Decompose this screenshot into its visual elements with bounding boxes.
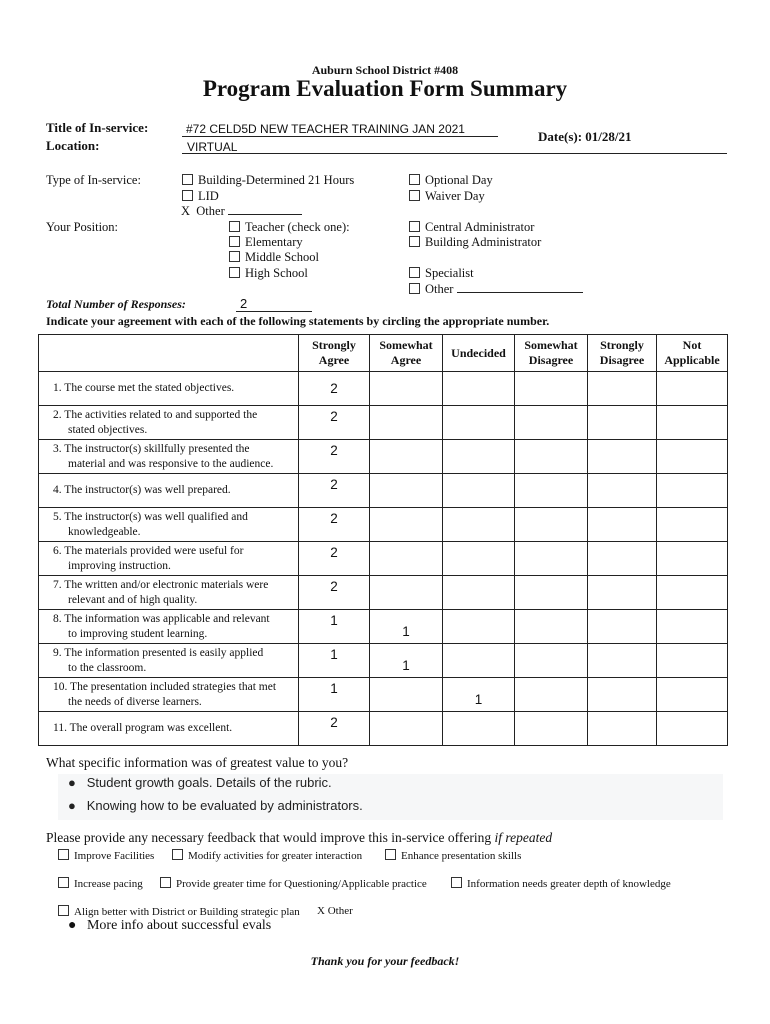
undecided-cell[interactable]	[443, 576, 515, 610]
checkbox-icon	[409, 174, 420, 185]
statement-cell: 5. The instructor(s) was well qualified and knowledgeable.	[39, 508, 299, 542]
strongly-disagree-cell[interactable]	[588, 474, 657, 508]
undecided-cell[interactable]: 1	[443, 678, 515, 712]
option-label: Optional Day	[425, 173, 493, 187]
feedback-option-facilities[interactable]	[58, 849, 154, 862]
not-applicable-cell[interactable]	[657, 610, 728, 644]
option-label: Increase pacing	[74, 878, 143, 890]
not-applicable-cell[interactable]	[657, 474, 728, 508]
option-label: Provide greater time for Questioning/Applicable practice	[176, 878, 427, 890]
checkbox-icon	[229, 267, 240, 278]
table-row	[39, 678, 728, 712]
somewhat-agree-cell[interactable]	[370, 440, 443, 474]
not-applicable-cell[interactable]	[657, 576, 728, 610]
option-label: Enhance presentation skills	[401, 850, 522, 862]
statement-header	[39, 335, 299, 372]
position-label: Your Position:	[46, 220, 119, 234]
somewhat-disagree-cell[interactable]	[515, 610, 588, 644]
option-label: Middle School	[245, 250, 319, 264]
not-applicable-cell[interactable]	[657, 508, 728, 542]
checkbox-icon	[58, 877, 69, 888]
rating-table	[38, 334, 728, 746]
bullet-icon: ●	[68, 918, 77, 933]
somewhat-disagree-cell[interactable]	[515, 644, 588, 678]
option-label: Building-Determined 21 Hours	[198, 173, 355, 187]
strongly-disagree-cell[interactable]	[588, 406, 657, 440]
position-building-admin[interactable]	[409, 235, 541, 250]
somewhat-disagree-cell[interactable]	[515, 678, 588, 712]
header-strongly-agree: Strongly Agree	[299, 335, 370, 372]
checkbox-icon	[385, 849, 396, 860]
not-applicable-cell[interactable]	[657, 644, 728, 678]
strongly-disagree-cell[interactable]	[588, 712, 657, 746]
bullet-icon: ●	[68, 798, 76, 813]
option-label: Teacher (check one):	[245, 220, 350, 234]
somewhat-disagree-cell[interactable]	[515, 542, 588, 576]
somewhat-agree-cell[interactable]	[370, 542, 443, 576]
statement-cell: 6. The materials provided were useful for improving instruction.	[39, 542, 299, 576]
date-label: Date(s):	[538, 129, 583, 144]
date-field[interactable]	[538, 129, 632, 145]
option-label: Information needs greater depth of knowledge	[467, 878, 671, 890]
undecided-cell[interactable]	[443, 508, 515, 542]
strongly-disagree-cell[interactable]	[588, 644, 657, 678]
title-value[interactable]: #72 CELD5D NEW TEACHER TRAINING JAN 2021	[186, 122, 465, 136]
not-applicable-cell[interactable]	[657, 542, 728, 576]
somewhat-disagree-cell[interactable]	[515, 406, 588, 440]
feedback-option-other[interactable]	[317, 905, 353, 917]
undecided-cell[interactable]	[443, 712, 515, 746]
not-applicable-cell[interactable]	[657, 678, 728, 712]
strongly-agree-cell[interactable]: 2	[299, 508, 370, 542]
somewhat-agree-cell[interactable]	[370, 576, 443, 610]
statement-cell: 2. The activities related to and supported the stated objectives.	[39, 406, 299, 440]
option-label: Align better with District or Building strategic plan	[74, 906, 300, 918]
somewhat-agree-cell[interactable]	[370, 712, 443, 746]
somewhat-disagree-cell[interactable]	[515, 508, 588, 542]
table-row	[39, 440, 728, 474]
thank-you-note: Thank you for your feedback!	[310, 954, 460, 968]
strongly-disagree-cell[interactable]	[588, 678, 657, 712]
value-question: What specific information was of greatest value to you?	[46, 755, 349, 770]
checkbox-icon	[409, 190, 420, 201]
header-strongly-disagree: Strongly Disagree	[588, 335, 657, 372]
somewhat-agree-cell[interactable]: 1	[370, 644, 443, 678]
type-option-lid[interactable]	[182, 189, 219, 204]
table-header-row	[39, 335, 728, 372]
strongly-agree-cell[interactable]: 2	[299, 440, 370, 474]
page-title: Program Evaluation Form Summary	[202, 76, 568, 101]
checked-mark-icon: X	[317, 905, 325, 917]
type-label: Type of In-service:	[46, 173, 141, 187]
somewhat-agree-cell[interactable]	[370, 406, 443, 440]
value-answer-item: ● Student growth goals. Details of the rubric.	[68, 775, 332, 790]
table-row	[39, 576, 728, 610]
header-undecided: Undecided	[443, 335, 515, 372]
position-teacher[interactable]	[229, 220, 350, 235]
strongly-agree-cell[interactable]: 1	[299, 644, 370, 678]
undecided-cell[interactable]	[443, 474, 515, 508]
option-label: Other	[196, 204, 225, 218]
checkbox-icon	[58, 905, 69, 916]
strongly-disagree-cell[interactable]	[588, 610, 657, 644]
feedback-option-align[interactable]	[58, 905, 300, 918]
somewhat-agree-cell[interactable]	[370, 508, 443, 542]
option-label: Other	[327, 905, 353, 917]
feedback-option-questioning[interactable]	[160, 877, 427, 890]
checkbox-icon	[409, 221, 420, 232]
type-option-other[interactable]	[181, 204, 302, 219]
statement-cell: 7. The written and/or electronic materials were relevant and of high quality.	[39, 576, 299, 610]
responses-label: Total Number of Responses:	[46, 297, 186, 311]
feedback-option-presentation[interactable]	[385, 849, 521, 862]
option-label: LID	[198, 189, 219, 203]
somewhat-disagree-cell[interactable]	[515, 372, 588, 406]
not-applicable-cell[interactable]	[657, 372, 728, 406]
option-label: High School	[245, 266, 308, 280]
statement-cell: 4. The instructor(s) was well prepared.	[39, 474, 299, 508]
table-row	[39, 406, 728, 440]
feedback-option-pacing[interactable]	[58, 877, 143, 890]
statement-cell: 8. The information was applicable and relevant to improving student learning.	[39, 610, 299, 644]
type-option-waiver[interactable]	[409, 189, 485, 204]
statement-cell: 11. The overall program was excellent.	[39, 712, 299, 746]
somewhat-agree-cell[interactable]	[370, 678, 443, 712]
type-option-optional[interactable]	[409, 173, 493, 188]
position-other[interactable]	[409, 282, 583, 297]
strongly-disagree-cell[interactable]	[588, 576, 657, 610]
bullet-icon: ●	[68, 775, 76, 790]
undecided-cell[interactable]	[443, 610, 515, 644]
position-elementary[interactable]	[229, 235, 303, 250]
table-row	[39, 542, 728, 576]
position-high[interactable]	[229, 266, 308, 281]
checkbox-icon	[172, 849, 183, 860]
option-label: Modify activities for greater interaction	[188, 850, 363, 862]
strongly-disagree-cell[interactable]	[588, 440, 657, 474]
strongly-agree-cell[interactable]: 1	[299, 610, 370, 644]
other-blank[interactable]	[457, 292, 583, 293]
type-option-building[interactable]	[182, 173, 354, 188]
feedback-question: Please provide any necessary feedback that would improve this in-service offering if repeated	[46, 830, 553, 845]
checked-mark-icon: X	[181, 204, 191, 218]
not-applicable-cell[interactable]	[657, 712, 728, 746]
strongly-disagree-cell[interactable]	[588, 542, 657, 576]
checkbox-icon	[229, 251, 240, 262]
option-label: Improve Facilities	[74, 850, 155, 862]
somewhat-disagree-cell[interactable]	[515, 440, 588, 474]
option-label: Central Administrator	[425, 220, 535, 234]
checkbox-icon	[451, 877, 462, 888]
undecided-cell[interactable]	[443, 372, 515, 406]
district-name: Auburn School District #408	[311, 63, 459, 77]
position-central[interactable]	[409, 220, 534, 235]
feedback-option-interaction[interactable]	[172, 849, 362, 862]
table-row	[39, 644, 728, 678]
undecided-cell[interactable]	[443, 440, 515, 474]
responses-value[interactable]: 2	[236, 296, 312, 312]
somewhat-agree-cell[interactable]	[370, 474, 443, 508]
strongly-agree-cell[interactable]: 2	[299, 576, 370, 610]
title-label: Title of In-service:	[46, 120, 149, 135]
feedback-option-depth[interactable]	[451, 877, 671, 890]
statement-cell: 10. The presentation included strategies that met the needs of diverse learners.	[39, 678, 299, 712]
somewhat-agree-cell[interactable]: 1	[370, 610, 443, 644]
option-label: Elementary	[245, 235, 303, 249]
strongly-agree-cell[interactable]: 2	[299, 474, 370, 508]
header-somewhat-disagree: Somewhat Disagree	[515, 335, 588, 372]
agreement-instructions: Indicate your agreement with each of the following statements by circling the appropriate number.	[46, 314, 550, 328]
option-label: Specialist	[425, 266, 474, 280]
feedback-answer: ● More info about successful evals	[68, 918, 272, 933]
date-value: 01/28/21	[585, 129, 632, 144]
somewhat-disagree-cell[interactable]	[515, 576, 588, 610]
statement-cell: 9. The information presented is easily applied to the classroom.	[39, 644, 299, 678]
option-label: Building Administrator	[425, 235, 542, 249]
header-somewhat-agree: Somewhat Agree	[370, 335, 443, 372]
checkbox-icon	[229, 221, 240, 232]
not-applicable-cell[interactable]	[657, 440, 728, 474]
statement-cell: 1. The course met the stated objectives.	[39, 372, 299, 406]
checkbox-icon	[160, 877, 171, 888]
location-label: Location:	[46, 138, 100, 153]
checkbox-icon	[229, 236, 240, 247]
table-row	[39, 712, 728, 746]
undecided-cell[interactable]	[443, 542, 515, 576]
table-row	[39, 610, 728, 644]
strongly-agree-cell[interactable]: 2	[299, 372, 370, 406]
option-label: Other	[425, 282, 454, 296]
position-specialist[interactable]	[409, 266, 474, 281]
strongly-agree-cell[interactable]: 2	[299, 712, 370, 746]
strongly-disagree-cell[interactable]	[588, 508, 657, 542]
position-middle[interactable]	[229, 250, 319, 265]
strongly-disagree-cell[interactable]	[588, 372, 657, 406]
location-underline	[182, 153, 727, 154]
checkbox-icon	[182, 190, 193, 201]
checkbox-icon	[58, 849, 69, 860]
undecided-cell[interactable]	[443, 644, 515, 678]
statement-cell: 3. The instructor(s) skillfully presented the material and was responsive to the audience.	[39, 440, 299, 474]
checkbox-icon	[409, 267, 420, 278]
checkbox-icon	[409, 236, 420, 247]
table-row	[39, 372, 728, 406]
other-blank[interactable]	[228, 214, 302, 215]
strongly-agree-cell[interactable]: 2	[299, 542, 370, 576]
table-row	[39, 508, 728, 542]
undecided-cell[interactable]	[443, 406, 515, 440]
checkbox-icon	[182, 174, 193, 185]
header-not-applicable: Not Applicable	[657, 335, 728, 372]
checkbox-icon	[409, 283, 420, 294]
option-label: Waiver Day	[425, 189, 485, 203]
somewhat-disagree-cell[interactable]	[515, 474, 588, 508]
somewhat-agree-cell[interactable]	[370, 372, 443, 406]
table-row	[39, 474, 728, 508]
strongly-agree-cell[interactable]: 2	[299, 406, 370, 440]
not-applicable-cell[interactable]	[657, 406, 728, 440]
somewhat-disagree-cell[interactable]	[515, 712, 588, 746]
title-underline	[182, 136, 498, 137]
strongly-agree-cell[interactable]: 1	[299, 678, 370, 712]
value-answer-item: ● Knowing how to be evaluated by administrators.	[68, 798, 363, 813]
location-value[interactable]: VIRTUAL	[187, 140, 238, 154]
